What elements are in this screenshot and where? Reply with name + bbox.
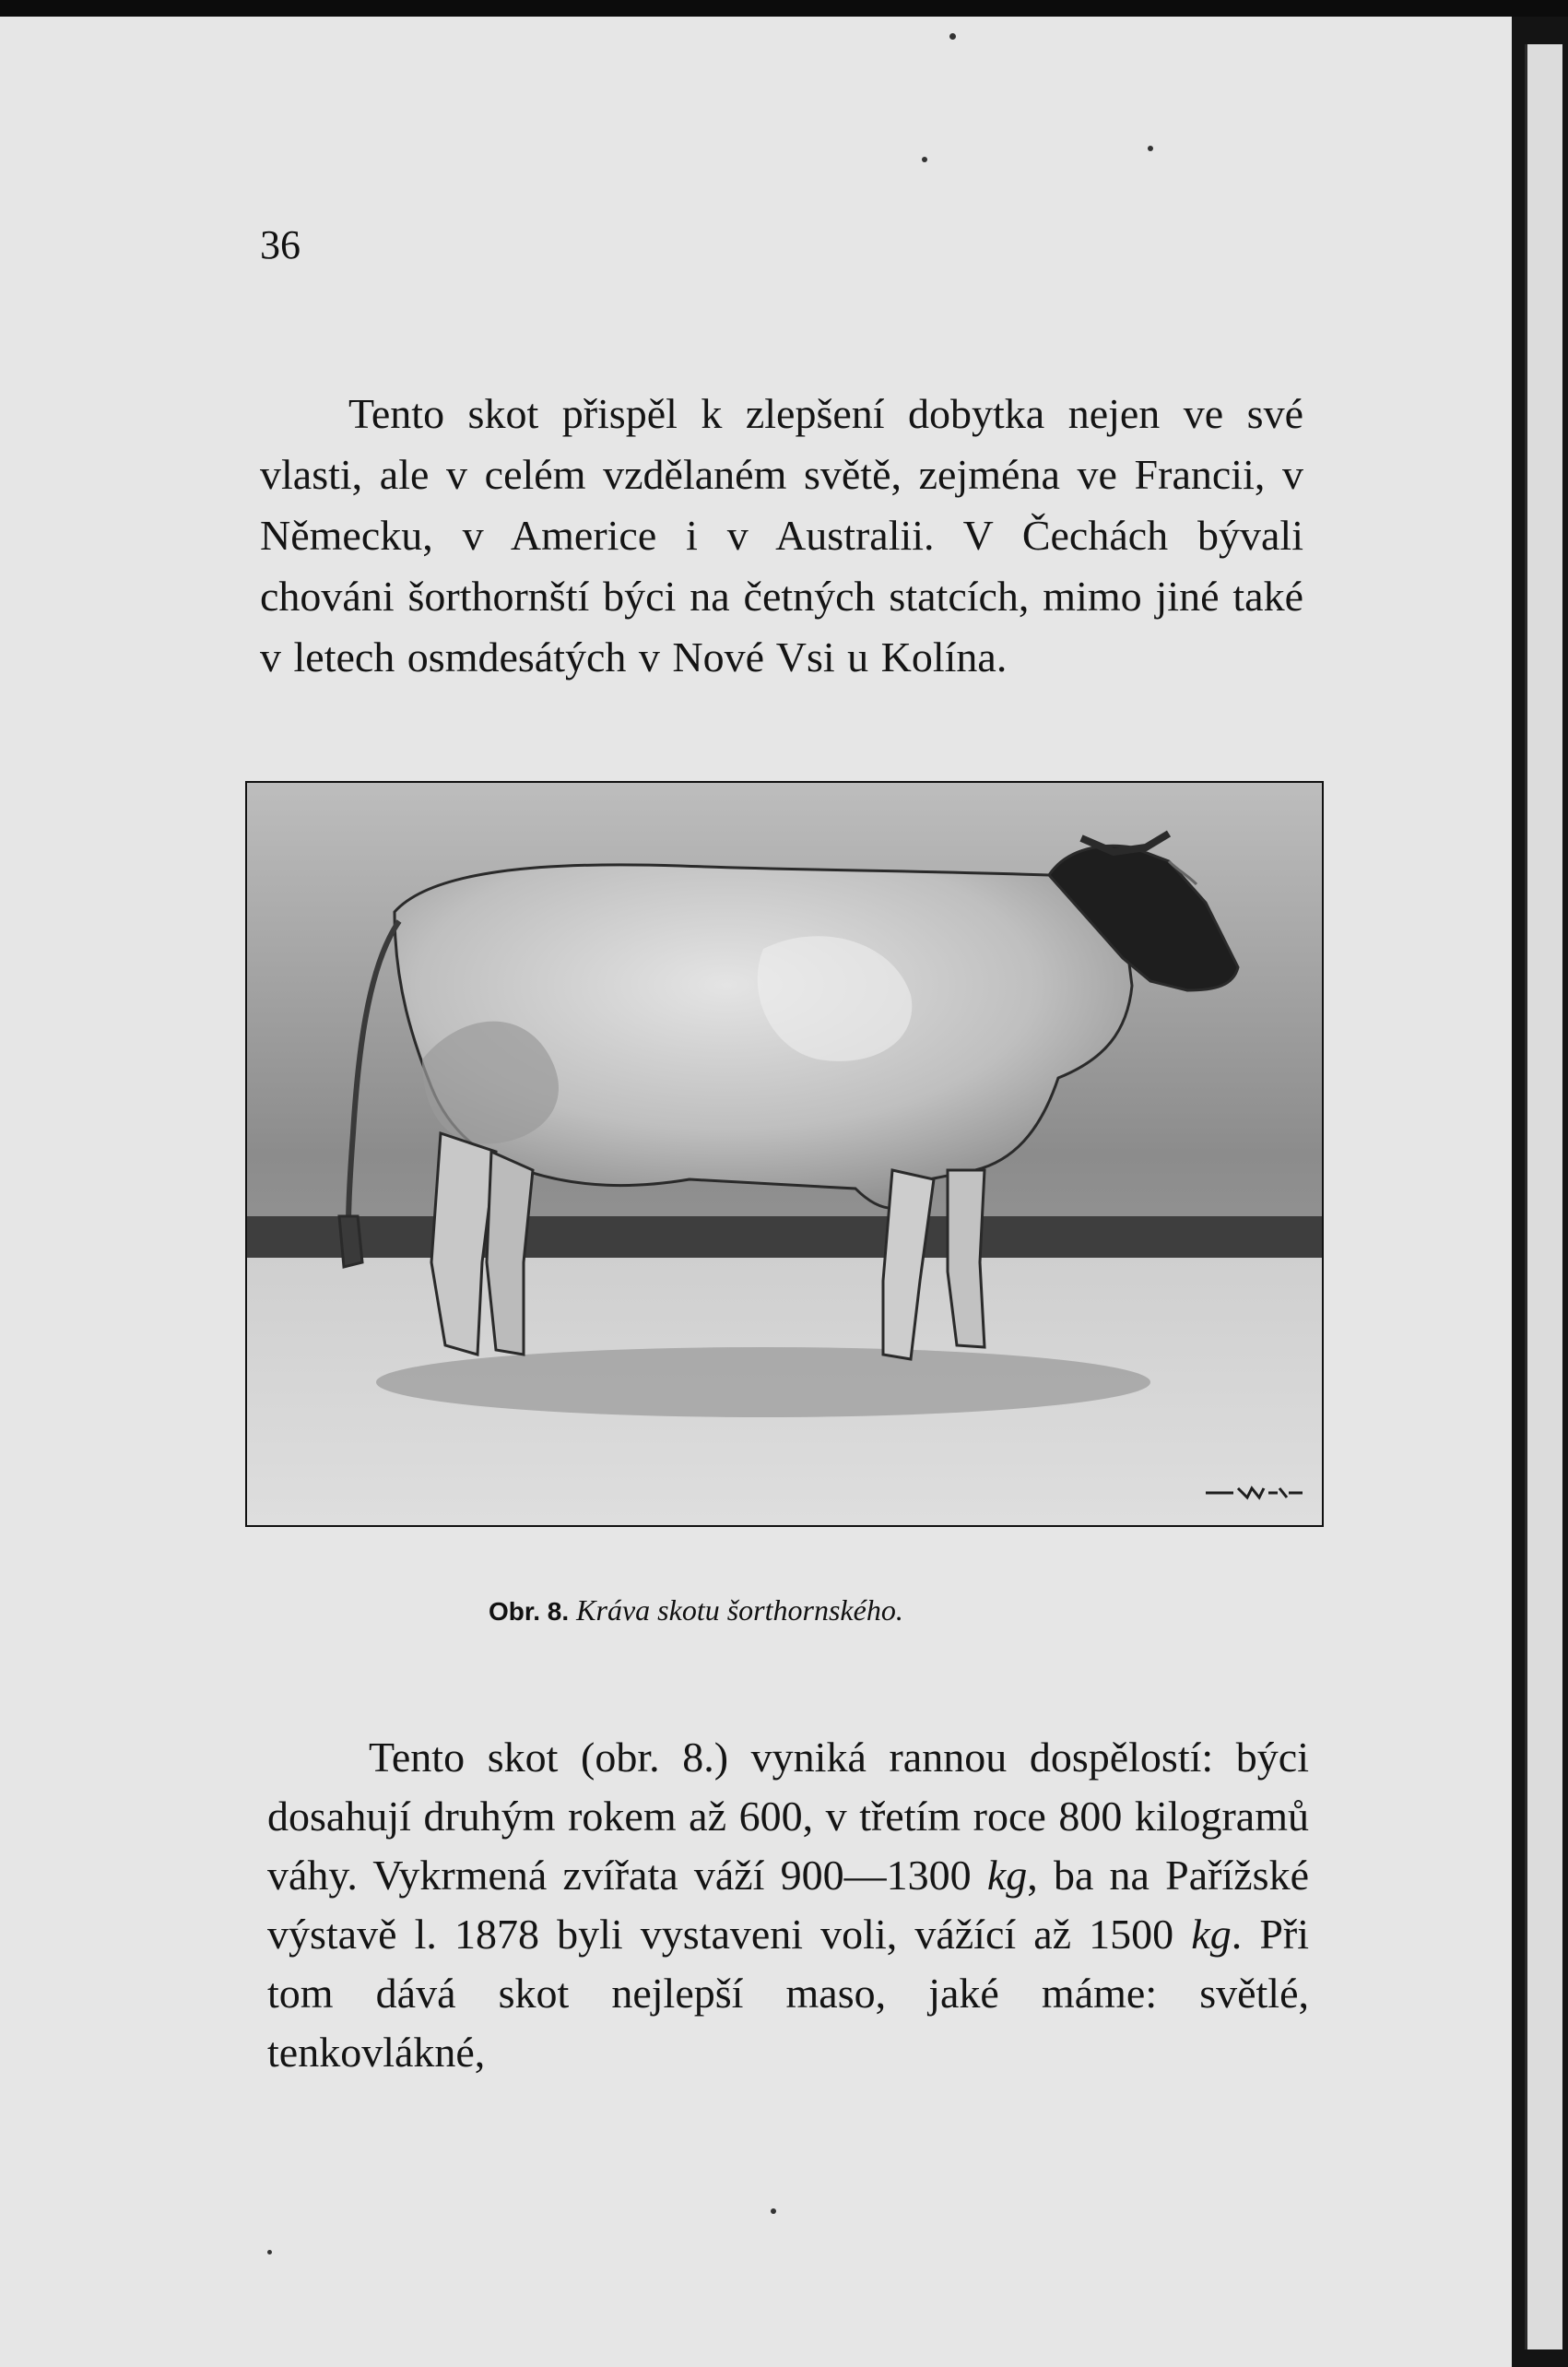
paragraph-1: Tento skot přispěl k zlepšení dobytka nejen ve své vlasti, ale v celém vzdělaném světě, zejména ve Francii, v Německu, v Americe i v Australii. V Čechách bývali chováni šorthornští býci na četných statcích, mimo jiné také v letech osmdesátých v Nové Vsi u Kolína.	[260, 390, 1303, 681]
scan-speck	[922, 157, 927, 162]
figure-label: Obr. 8.	[489, 1597, 570, 1626]
scan-speck	[949, 33, 956, 40]
unit-kg-1: kg	[986, 1852, 1028, 1899]
cow-shadow	[376, 1347, 1150, 1417]
figure-caption	[489, 1593, 1134, 1627]
adjacent-page-edge	[1512, 17, 1568, 2367]
scan-speck	[267, 2250, 272, 2255]
paragraph-2-part-1: Tento skot (obr. 8.) vyniká rannou dospělostí: býci dosahují druhým rokem až 600, v třetím roce 800 kilogramů váhy. Vykrmená zvířata váží 900—1300	[267, 1734, 1309, 1899]
figure-cow-photo	[245, 781, 1324, 1527]
cow-illustration	[247, 783, 1322, 1525]
page-number: 36	[260, 222, 301, 267]
page-edge-strip	[1525, 44, 1562, 2349]
scan-speck	[1148, 146, 1153, 151]
unit-kg-2: kg	[1191, 1911, 1232, 1958]
wall-skirting	[247, 1216, 1322, 1258]
figure-caption-text: Kráva skotu šorthornského.	[576, 1593, 903, 1627]
paragraph-2	[267, 1728, 1309, 2082]
scan-speck	[771, 2208, 776, 2214]
paragraph-2-part-3: . Při tom dává skot nejlepší maso, jaké máme: světlé, tenkovlákné,	[267, 1911, 1310, 2076]
paragraph-2-part-2: , ba na Pařížské výstavě l. 1878 byli vystaveni voli, vážící až 1500	[267, 1852, 1309, 1958]
